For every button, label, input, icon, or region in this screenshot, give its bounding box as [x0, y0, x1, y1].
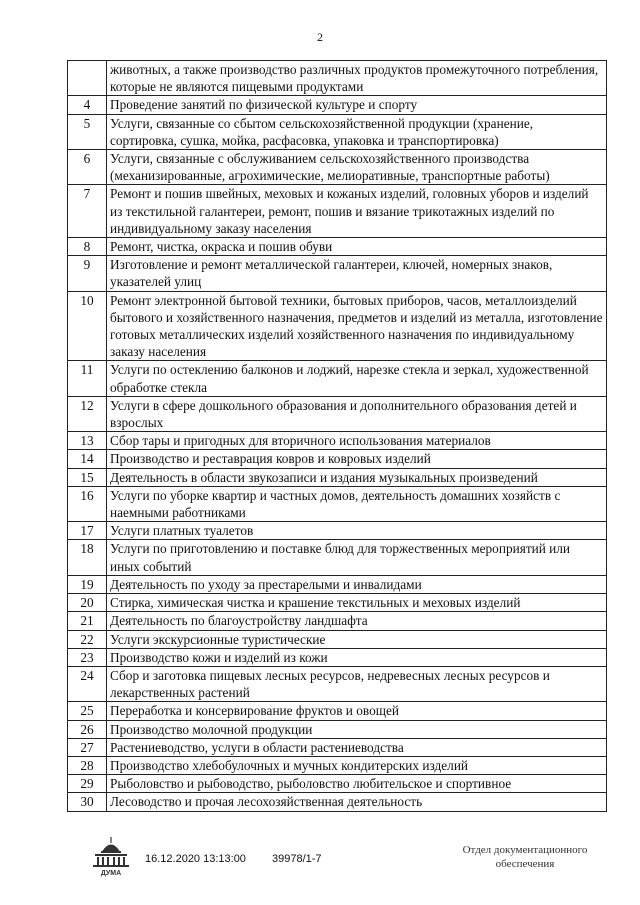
row-number: 25 [68, 702, 107, 720]
activities-table [67, 60, 607, 812]
row-number [68, 61, 107, 96]
row-number: 22 [68, 630, 107, 648]
row-activity: Рыболовство и рыбоводство, рыболовство любительское и спортивное [107, 775, 607, 793]
row-number: 4 [68, 96, 107, 114]
row-activity: Проведение занятий по физической культуре и спорту [107, 96, 607, 114]
table-row [68, 450, 607, 468]
table-row [68, 630, 607, 648]
table-row [68, 666, 607, 701]
row-activity: Услуги платных туалетов [107, 522, 607, 540]
row-activity: Производство и реставрация ковров и ковровых изделий [107, 450, 607, 468]
row-activity: Сбор и заготовка пищевых лесных ресурсов, недревесных лесных ресурсов и лекарственных растений [107, 666, 607, 701]
table-row [68, 114, 607, 149]
row-number: 8 [68, 238, 107, 256]
row-activity: Услуги экскурсионные туристические [107, 630, 607, 648]
duma-logo [89, 835, 133, 877]
table-row [68, 291, 607, 361]
footer-date: 16.12.2020 13:13:00 [145, 853, 246, 865]
row-number: 15 [68, 468, 107, 486]
table-row [68, 256, 607, 291]
row-activity: Переработка и консервирование фруктов и овощей [107, 702, 607, 720]
row-number: 20 [68, 594, 107, 612]
table-row [68, 793, 607, 811]
table-row [68, 575, 607, 593]
row-number: 27 [68, 738, 107, 756]
row-activity: Производство кожи и изделий из кожи [107, 648, 607, 666]
table-row [68, 702, 607, 720]
table-row [68, 96, 607, 114]
row-activity: Услуги в сфере дошкольного образования и дополнительного образования детей и взрослых [107, 396, 607, 431]
table-row [68, 612, 607, 630]
row-number: 23 [68, 648, 107, 666]
department-stamp [445, 843, 605, 871]
table-row [68, 522, 607, 540]
page-number: 2 [317, 30, 323, 44]
row-activity: Растениеводство, услуги в области растениеводства [107, 738, 607, 756]
row-number: 21 [68, 612, 107, 630]
row-activity: Изготовление и ремонт металлической галантереи, ключей, номерных знаков, указателей улиц [107, 256, 607, 291]
row-number: 6 [68, 150, 107, 185]
row-activity: Услуги по уборке квартир и частных домов, деятельность домашних хозяйств с наемными работниками [107, 486, 607, 521]
row-activity: Стирка, химическая чистка и крашение текстильных и меховых изделий [107, 594, 607, 612]
row-number: 17 [68, 522, 107, 540]
table-row [68, 150, 607, 185]
row-number: 18 [68, 540, 107, 575]
row-number: 28 [68, 756, 107, 774]
row-number: 16 [68, 486, 107, 521]
row-number: 26 [68, 720, 107, 738]
table-row [68, 238, 607, 256]
table-row [68, 185, 607, 238]
row-activity: Ремонт, чистка, окраска и пошив обуви [107, 238, 607, 256]
logo-caption: ДУМА [100, 870, 122, 877]
table-row [68, 594, 607, 612]
row-number: 30 [68, 793, 107, 811]
table-row [68, 61, 607, 96]
table-row [68, 775, 607, 793]
row-number: 14 [68, 450, 107, 468]
stamp-line-2: обеспечения [495, 858, 555, 870]
row-activity: Производство хлебобулочных и мучных кондитерских изделий [107, 756, 607, 774]
stamp-line-1: Отдел документационного [462, 844, 588, 856]
row-activity: Лесоводство и прочая лесохозяйственная деятельность [107, 793, 607, 811]
row-number: 5 [68, 114, 107, 149]
row-activity: Деятельность по благоустройству ландшафта [107, 612, 607, 630]
table-row [68, 756, 607, 774]
table-row [68, 486, 607, 521]
row-activity: Производство молочной продукции [107, 720, 607, 738]
row-activity: Услуги, связанные с обслуживанием сельскохозяйственного производства (механизированные, агрохимические, мелиоративные, транспортные работы) [107, 150, 607, 185]
row-activity: Сбор тары и пригодных для вторичного использования материалов [107, 432, 607, 450]
row-number: 11 [68, 361, 107, 396]
row-number: 13 [68, 432, 107, 450]
row-number: 19 [68, 575, 107, 593]
table-row [68, 361, 607, 396]
row-activity: Ремонт электронной бытовой техники, бытовых приборов, часов, металлоизделий бытового и хозяйственного назначения, предметов и изделий из металла, изготовление готовых металлических изделий хозяйственного назначения по индивидуальному заказу населения [107, 291, 607, 361]
table-row [68, 720, 607, 738]
row-number: 9 [68, 256, 107, 291]
table-row [68, 648, 607, 666]
row-number: 29 [68, 775, 107, 793]
table-row [68, 396, 607, 431]
row-activity: Ремонт и пошив швейных, меховых и кожаных изделий, головных уборов и изделий из текстильной галантереи, ремонт, пошив и вязание трикотажных изделий по индивидуальному заказу населения [107, 185, 607, 238]
footer-document-code: 39978/1-7 [272, 853, 322, 865]
row-number: 12 [68, 396, 107, 431]
row-activity: Деятельность по уходу за престарелыми и инвалидами [107, 575, 607, 593]
row-activity: Деятельность в области звукозаписи и издания музыкальных произведений [107, 468, 607, 486]
row-number: 10 [68, 291, 107, 361]
row-activity: Услуги, связанные со сбытом сельскохозяйственной продукции (хранение, сортировка, сушка, мойка, расфасовка, упаковка и транспортировка) [107, 114, 607, 149]
row-activity: Услуги по остеклению балконов и лоджий, нарезке стекла и зеркал, художественной обработке стекла [107, 361, 607, 396]
table-row [68, 738, 607, 756]
table-row [68, 432, 607, 450]
row-number: 7 [68, 185, 107, 238]
table-row [68, 540, 607, 575]
row-number: 24 [68, 666, 107, 701]
row-activity: животных, а также производство различных продуктов промежуточного потребления, которые не являются пищевыми продуктами [107, 61, 607, 96]
table-row [68, 468, 607, 486]
table-body [68, 61, 607, 812]
row-activity: Услуги по приготовлению и поставке блюд для торжественных мероприятий или иных событий [107, 540, 607, 575]
